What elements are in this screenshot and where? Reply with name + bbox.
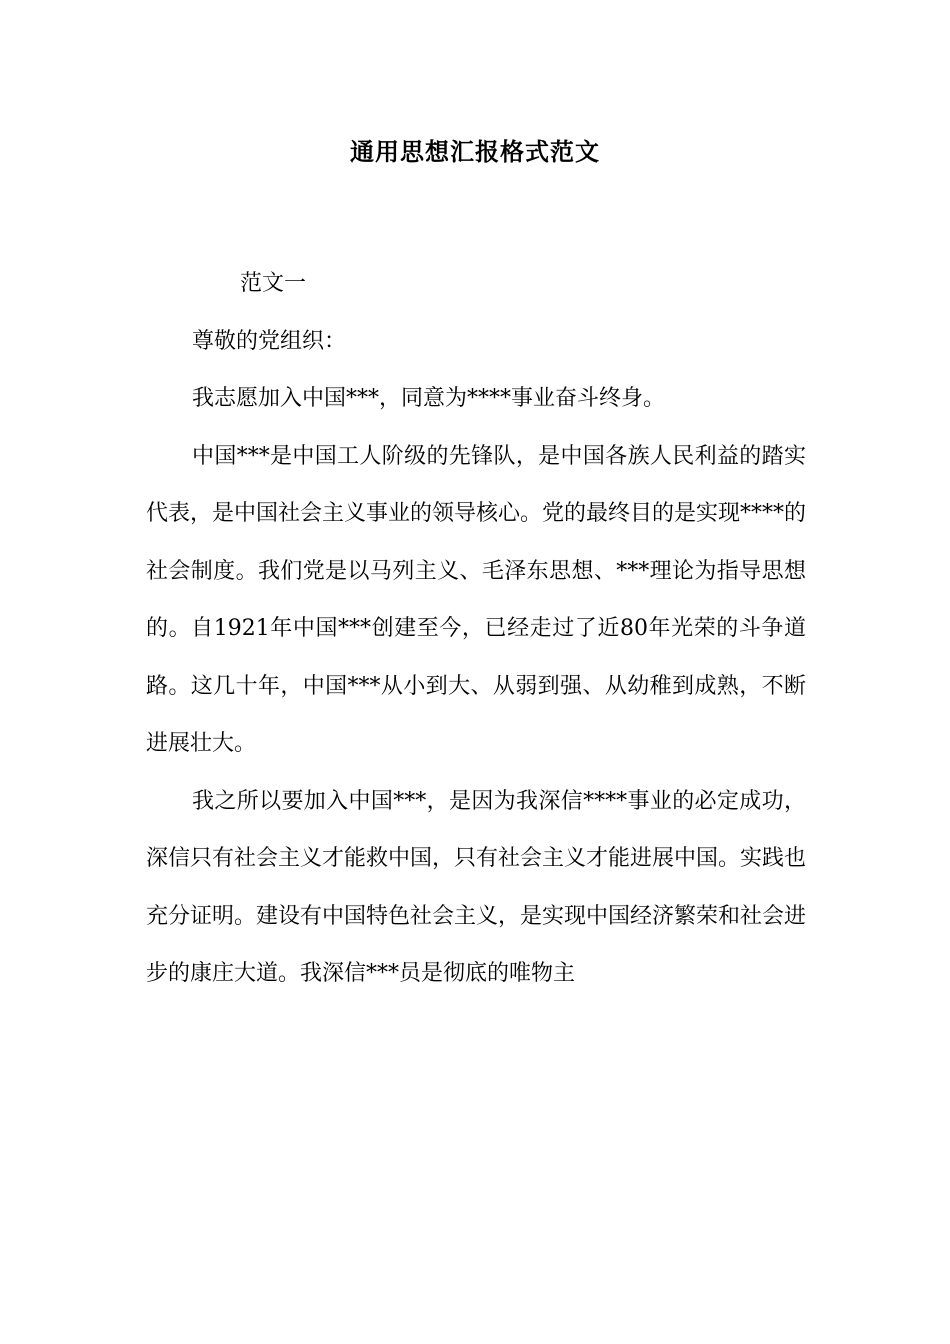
paragraph: 中国***是中国工人阶级的先锋队，是中国各族人民利益的踏实代表，是中国社会主义事业的领导核心。党的最终目的是实现****的社会制度。我们党是以马列主义、毛泽东思想、***理论为指导思想的。自1921年中国***创建至今，已经走过了近80年光荣的斗争道路。这几十年，中国***从小到大、从弱到强、从幼稚到成熟，不断进展壮大。	[146, 443, 807, 756]
section-heading: 范文一	[240, 271, 307, 296]
salutation: 尊敬的党组织：	[192, 328, 347, 354]
document-title: 通用思想汇报格式范文	[350, 137, 600, 166]
paragraph: 我志愿加入中国***，同意为****事业奋斗终身。	[192, 386, 666, 411]
document-body	[146, 255, 806, 1003]
paragraph: 我之所以要加入中国***，是因为我深信****事业的必定成功，深信只有社会主义才能救中国，只有社会主义才能进展中国。实践也充分证明。建设有中国特色社会主义，是实现中国经济繁荣和社会进步的康庄大道。我深信***员是彻底的唯物主	[146, 788, 807, 986]
